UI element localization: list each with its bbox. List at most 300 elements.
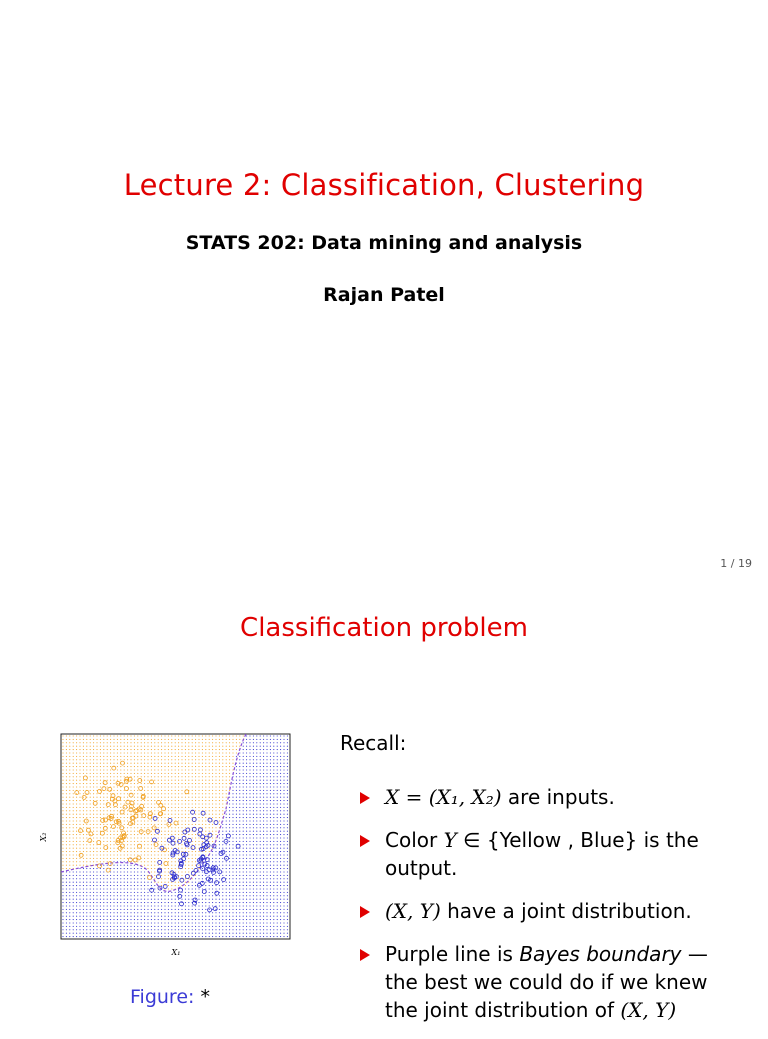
background-grid-dot <box>229 763 230 764</box>
background-grid-dot <box>239 800 240 801</box>
background-grid-dot <box>280 831 281 832</box>
background-grid-dot <box>161 929 162 930</box>
background-grid-dot <box>178 797 179 798</box>
background-grid-dot <box>287 892 288 893</box>
background-grid-dot <box>117 780 118 781</box>
background-grid-dot <box>273 742 274 743</box>
background-grid-dot <box>215 752 216 753</box>
background-grid-dot <box>137 854 138 855</box>
background-grid-dot <box>158 820 159 821</box>
background-grid-dot <box>151 902 152 903</box>
background-grid-dot <box>117 831 118 832</box>
background-grid-dot <box>226 841 227 842</box>
background-grid-dot <box>181 929 182 930</box>
background-grid-dot <box>130 909 131 910</box>
background-grid-dot <box>280 749 281 750</box>
background-grid-dot <box>185 780 186 781</box>
background-grid-dot <box>107 756 108 757</box>
background-grid-dot <box>226 746 227 747</box>
background-grid-dot <box>222 786 223 787</box>
background-grid-dot <box>113 752 114 753</box>
background-grid-dot <box>90 878 91 879</box>
background-grid-dot <box>113 878 114 879</box>
background-grid-dot <box>249 817 250 818</box>
background-grid-dot <box>263 759 264 760</box>
background-grid-dot <box>69 797 70 798</box>
background-grid-dot <box>130 868 131 869</box>
background-grid-dot <box>260 851 261 852</box>
background-grid-dot <box>110 742 111 743</box>
background-grid-dot <box>130 851 131 852</box>
background-grid-dot <box>185 742 186 743</box>
background-grid-dot <box>168 909 169 910</box>
background-grid-dot <box>100 878 101 879</box>
background-grid-dot <box>283 858 284 859</box>
background-grid-dot <box>266 824 267 825</box>
background-grid-dot <box>253 735 254 736</box>
background-grid-dot <box>83 858 84 859</box>
background-grid-dot <box>283 885 284 886</box>
background-grid-dot <box>79 814 80 815</box>
background-grid-dot <box>270 776 271 777</box>
background-grid-dot <box>232 871 233 872</box>
background-grid-dot <box>147 841 148 842</box>
background-grid-dot <box>66 902 67 903</box>
background-grid-dot <box>103 905 104 906</box>
background-grid-dot <box>219 841 220 842</box>
background-grid-dot <box>236 882 237 883</box>
background-grid-dot <box>154 780 155 781</box>
background-grid-dot <box>236 871 237 872</box>
background-grid-dot <box>76 885 77 886</box>
background-grid-dot <box>62 824 63 825</box>
background-grid-dot <box>147 793 148 794</box>
background-grid-dot <box>62 820 63 821</box>
background-grid-dot <box>168 885 169 886</box>
background-grid-dot <box>141 817 142 818</box>
background-grid-dot <box>86 783 87 784</box>
background-grid-dot <box>215 899 216 900</box>
background-grid-dot <box>107 919 108 920</box>
background-grid-dot <box>154 766 155 767</box>
background-grid-dot <box>73 742 74 743</box>
background-grid-dot <box>93 933 94 934</box>
background-grid-dot <box>287 868 288 869</box>
background-grid-dot <box>90 909 91 910</box>
background-grid-dot <box>215 831 216 832</box>
background-grid-dot <box>96 814 97 815</box>
background-grid-dot <box>226 922 227 923</box>
background-grid-dot <box>130 936 131 937</box>
background-grid-dot <box>205 885 206 886</box>
background-grid-dot <box>263 936 264 937</box>
background-grid-dot <box>192 933 193 934</box>
background-grid-dot <box>215 926 216 927</box>
background-grid-dot <box>229 742 230 743</box>
background-grid-dot <box>198 895 199 896</box>
background-grid-dot <box>270 909 271 910</box>
background-grid-dot <box>232 746 233 747</box>
background-grid-dot <box>79 807 80 808</box>
background-grid-dot <box>243 786 244 787</box>
background-grid-dot <box>103 756 104 757</box>
background-grid-dot <box>277 834 278 835</box>
background-grid-dot <box>158 783 159 784</box>
background-grid-dot <box>161 800 162 801</box>
background-grid-dot <box>124 820 125 821</box>
background-grid-dot <box>283 773 284 774</box>
background-grid-dot <box>266 865 267 866</box>
background-grid-dot <box>113 905 114 906</box>
background-grid-dot <box>192 848 193 849</box>
background-grid-dot <box>205 749 206 750</box>
background-grid-dot <box>236 905 237 906</box>
background-grid-dot <box>212 780 213 781</box>
background-grid-dot <box>277 888 278 889</box>
background-grid-dot <box>205 746 206 747</box>
background-grid-dot <box>239 763 240 764</box>
background-grid-dot <box>232 868 233 869</box>
background-grid-dot <box>96 892 97 893</box>
background-grid-dot <box>280 844 281 845</box>
background-grid-dot <box>280 905 281 906</box>
background-grid-dot <box>219 912 220 913</box>
background-grid-dot <box>168 834 169 835</box>
background-grid-dot <box>76 837 77 838</box>
background-grid-dot <box>273 854 274 855</box>
background-grid-dot <box>137 905 138 906</box>
background-grid-dot <box>249 810 250 811</box>
background-grid-dot <box>100 929 101 930</box>
background-grid-dot <box>185 776 186 777</box>
background-grid-dot <box>161 899 162 900</box>
background-grid-dot <box>113 929 114 930</box>
background-grid-dot <box>73 933 74 934</box>
background-grid-dot <box>73 916 74 917</box>
background-grid-dot <box>83 810 84 811</box>
background-grid-dot <box>188 824 189 825</box>
background-grid-dot <box>246 746 247 747</box>
background-grid-dot <box>66 841 67 842</box>
background-grid-dot <box>209 742 210 743</box>
background-grid-dot <box>62 797 63 798</box>
background-grid-dot <box>69 735 70 736</box>
background-grid-dot <box>141 922 142 923</box>
background-grid-dot <box>66 882 67 883</box>
background-grid-dot <box>185 756 186 757</box>
background-grid-dot <box>277 841 278 842</box>
background-grid-dot <box>246 766 247 767</box>
background-grid-dot <box>175 780 176 781</box>
background-grid-dot <box>120 739 121 740</box>
background-grid-dot <box>62 868 63 869</box>
background-grid-dot <box>219 759 220 760</box>
background-grid-dot <box>246 786 247 787</box>
background-grid-dot <box>198 844 199 845</box>
background-grid-dot <box>226 766 227 767</box>
background-grid-dot <box>69 786 70 787</box>
background-grid-dot <box>171 892 172 893</box>
background-grid-dot <box>246 868 247 869</box>
background-grid-dot <box>96 786 97 787</box>
background-grid-dot <box>117 735 118 736</box>
background-grid-dot <box>202 909 203 910</box>
background-grid-dot <box>236 800 237 801</box>
background-grid-dot <box>277 780 278 781</box>
background-grid-dot <box>246 871 247 872</box>
background-grid-dot <box>151 922 152 923</box>
background-grid-dot <box>76 916 77 917</box>
background-grid-dot <box>226 790 227 791</box>
background-grid-dot <box>195 756 196 757</box>
background-grid-dot <box>124 926 125 927</box>
background-grid-dot <box>222 916 223 917</box>
background-grid-dot <box>263 902 264 903</box>
background-grid-dot <box>130 875 131 876</box>
background-grid-dot <box>232 820 233 821</box>
background-grid-dot <box>266 807 267 808</box>
background-grid-dot <box>198 793 199 794</box>
background-grid-dot <box>205 888 206 889</box>
background-grid-dot <box>113 735 114 736</box>
background-grid-dot <box>260 810 261 811</box>
background-grid-dot <box>144 790 145 791</box>
background-grid-dot <box>202 905 203 906</box>
background-grid-dot <box>107 933 108 934</box>
background-grid-dot <box>164 739 165 740</box>
background-grid-dot <box>62 929 63 930</box>
background-grid-dot <box>239 878 240 879</box>
background-grid-dot <box>266 933 267 934</box>
background-grid-dot <box>103 878 104 879</box>
background-grid-dot <box>243 773 244 774</box>
background-grid-dot <box>280 882 281 883</box>
background-grid-dot <box>171 746 172 747</box>
background-grid-dot <box>249 912 250 913</box>
background-grid-dot <box>93 752 94 753</box>
background-grid-dot <box>266 878 267 879</box>
background-grid-dot <box>226 899 227 900</box>
background-grid-dot <box>66 783 67 784</box>
background-grid-dot <box>209 797 210 798</box>
background-grid-dot <box>134 837 135 838</box>
background-grid-dot <box>86 854 87 855</box>
background-grid-dot <box>127 752 128 753</box>
background-grid-dot <box>62 749 63 750</box>
background-grid-dot <box>130 844 131 845</box>
background-grid-dot <box>117 926 118 927</box>
background-grid-dot <box>147 851 148 852</box>
background-grid-dot <box>212 776 213 777</box>
background-grid-dot <box>243 817 244 818</box>
background-grid-dot <box>256 786 257 787</box>
background-grid-dot <box>198 742 199 743</box>
background-grid-dot <box>280 739 281 740</box>
background-grid-dot <box>195 865 196 866</box>
background-grid-dot <box>175 807 176 808</box>
background-grid-dot <box>154 848 155 849</box>
background-grid-dot <box>270 831 271 832</box>
background-grid-dot <box>219 735 220 736</box>
background-grid-dot <box>222 756 223 757</box>
background-grid-dot <box>158 895 159 896</box>
background-grid-dot <box>280 899 281 900</box>
background-grid-dot <box>219 814 220 815</box>
background-grid-dot <box>266 814 267 815</box>
background-grid-dot <box>226 759 227 760</box>
background-grid-dot <box>161 919 162 920</box>
background-grid-dot <box>168 810 169 811</box>
background-grid-dot <box>260 868 261 869</box>
background-grid-dot <box>66 895 67 896</box>
background-grid-dot <box>229 885 230 886</box>
background-grid-dot <box>66 865 67 866</box>
background-grid-dot <box>195 749 196 750</box>
background-grid-dot <box>209 827 210 828</box>
background-grid-dot <box>239 841 240 842</box>
background-grid-dot <box>229 759 230 760</box>
background-grid-dot <box>151 763 152 764</box>
background-grid-dot <box>154 763 155 764</box>
background-grid-dot <box>90 858 91 859</box>
background-grid-dot <box>270 871 271 872</box>
background-grid-dot <box>263 735 264 736</box>
background-grid-dot <box>239 865 240 866</box>
background-grid-dot <box>192 797 193 798</box>
background-grid-dot <box>103 895 104 896</box>
background-grid-dot <box>154 834 155 835</box>
background-grid-dot <box>283 841 284 842</box>
background-grid-dot <box>181 844 182 845</box>
background-grid-dot <box>198 749 199 750</box>
background-grid-dot <box>232 783 233 784</box>
background-grid-dot <box>246 817 247 818</box>
background-grid-dot <box>287 912 288 913</box>
background-grid-dot <box>76 922 77 923</box>
background-grid-dot <box>283 909 284 910</box>
background-grid-dot <box>124 922 125 923</box>
background-grid-dot <box>90 790 91 791</box>
background-grid-dot <box>256 756 257 757</box>
background-grid-dot <box>76 899 77 900</box>
background-grid-dot <box>168 831 169 832</box>
background-grid-dot <box>103 851 104 852</box>
background-grid-dot <box>229 909 230 910</box>
background-grid-dot <box>127 895 128 896</box>
background-grid-dot <box>168 793 169 794</box>
background-grid-dot <box>103 926 104 927</box>
background-grid-dot <box>192 790 193 791</box>
background-grid-dot <box>66 858 67 859</box>
background-grid-dot <box>283 756 284 757</box>
background-grid-dot <box>107 831 108 832</box>
background-grid-dot <box>130 749 131 750</box>
background-grid-dot <box>164 878 165 879</box>
background-grid-dot <box>137 790 138 791</box>
background-grid-dot <box>266 793 267 794</box>
background-grid-dot <box>188 807 189 808</box>
background-grid-dot <box>205 905 206 906</box>
background-grid-dot <box>124 769 125 770</box>
background-grid-dot <box>270 929 271 930</box>
background-grid-dot <box>178 831 179 832</box>
background-grid-dot <box>188 814 189 815</box>
background-grid-dot <box>209 888 210 889</box>
background-grid-dot <box>222 814 223 815</box>
background-grid-dot <box>79 800 80 801</box>
background-grid-dot <box>236 837 237 838</box>
background-grid-dot <box>83 759 84 760</box>
background-grid-dot <box>226 865 227 866</box>
background-grid-dot <box>154 936 155 937</box>
background-grid-dot <box>127 739 128 740</box>
background-grid-dot <box>287 858 288 859</box>
background-grid-dot <box>192 803 193 804</box>
background-grid-dot <box>253 752 254 753</box>
background-grid-dot <box>110 936 111 937</box>
background-grid-dot <box>96 756 97 757</box>
background-grid-dot <box>73 909 74 910</box>
background-grid-dot <box>151 790 152 791</box>
background-grid-dot <box>253 763 254 764</box>
background-grid-dot <box>100 892 101 893</box>
background-grid-dot <box>147 848 148 849</box>
background-grid-dot <box>243 933 244 934</box>
background-grid-dot <box>96 861 97 862</box>
background-grid-dot <box>120 742 121 743</box>
background-grid-dot <box>205 776 206 777</box>
background-grid-dot <box>127 810 128 811</box>
background-grid-dot <box>253 793 254 794</box>
background-grid-dot <box>69 759 70 760</box>
background-grid-dot <box>229 868 230 869</box>
background-grid-dot <box>287 909 288 910</box>
background-grid-dot <box>277 797 278 798</box>
background-grid-dot <box>198 797 199 798</box>
background-grid-dot <box>141 878 142 879</box>
background-grid-dot <box>192 851 193 852</box>
background-grid-dot <box>219 916 220 917</box>
background-grid-dot <box>229 756 230 757</box>
background-grid-dot <box>266 861 267 862</box>
background-grid-dot <box>171 926 172 927</box>
background-grid-dot <box>260 749 261 750</box>
background-grid-dot <box>209 769 210 770</box>
background-grid-dot <box>120 803 121 804</box>
background-grid-dot <box>175 814 176 815</box>
background-grid-dot <box>137 888 138 889</box>
background-grid-dot <box>171 824 172 825</box>
background-grid-dot <box>137 773 138 774</box>
background-grid-dot <box>120 793 121 794</box>
background-grid-dot <box>287 817 288 818</box>
background-grid-dot <box>215 803 216 804</box>
background-grid-dot <box>76 803 77 804</box>
background-grid-dot <box>158 892 159 893</box>
background-grid-dot <box>127 868 128 869</box>
background-grid-dot <box>154 749 155 750</box>
background-grid-dot <box>103 933 104 934</box>
background-grid-dot <box>96 858 97 859</box>
background-grid-dot <box>246 834 247 835</box>
background-grid-dot <box>222 841 223 842</box>
background-grid-dot <box>273 885 274 886</box>
background-grid-dot <box>246 820 247 821</box>
background-grid-dot <box>266 882 267 883</box>
background-grid-dot <box>62 902 63 903</box>
background-grid-dot <box>127 824 128 825</box>
background-grid-dot <box>93 848 94 849</box>
